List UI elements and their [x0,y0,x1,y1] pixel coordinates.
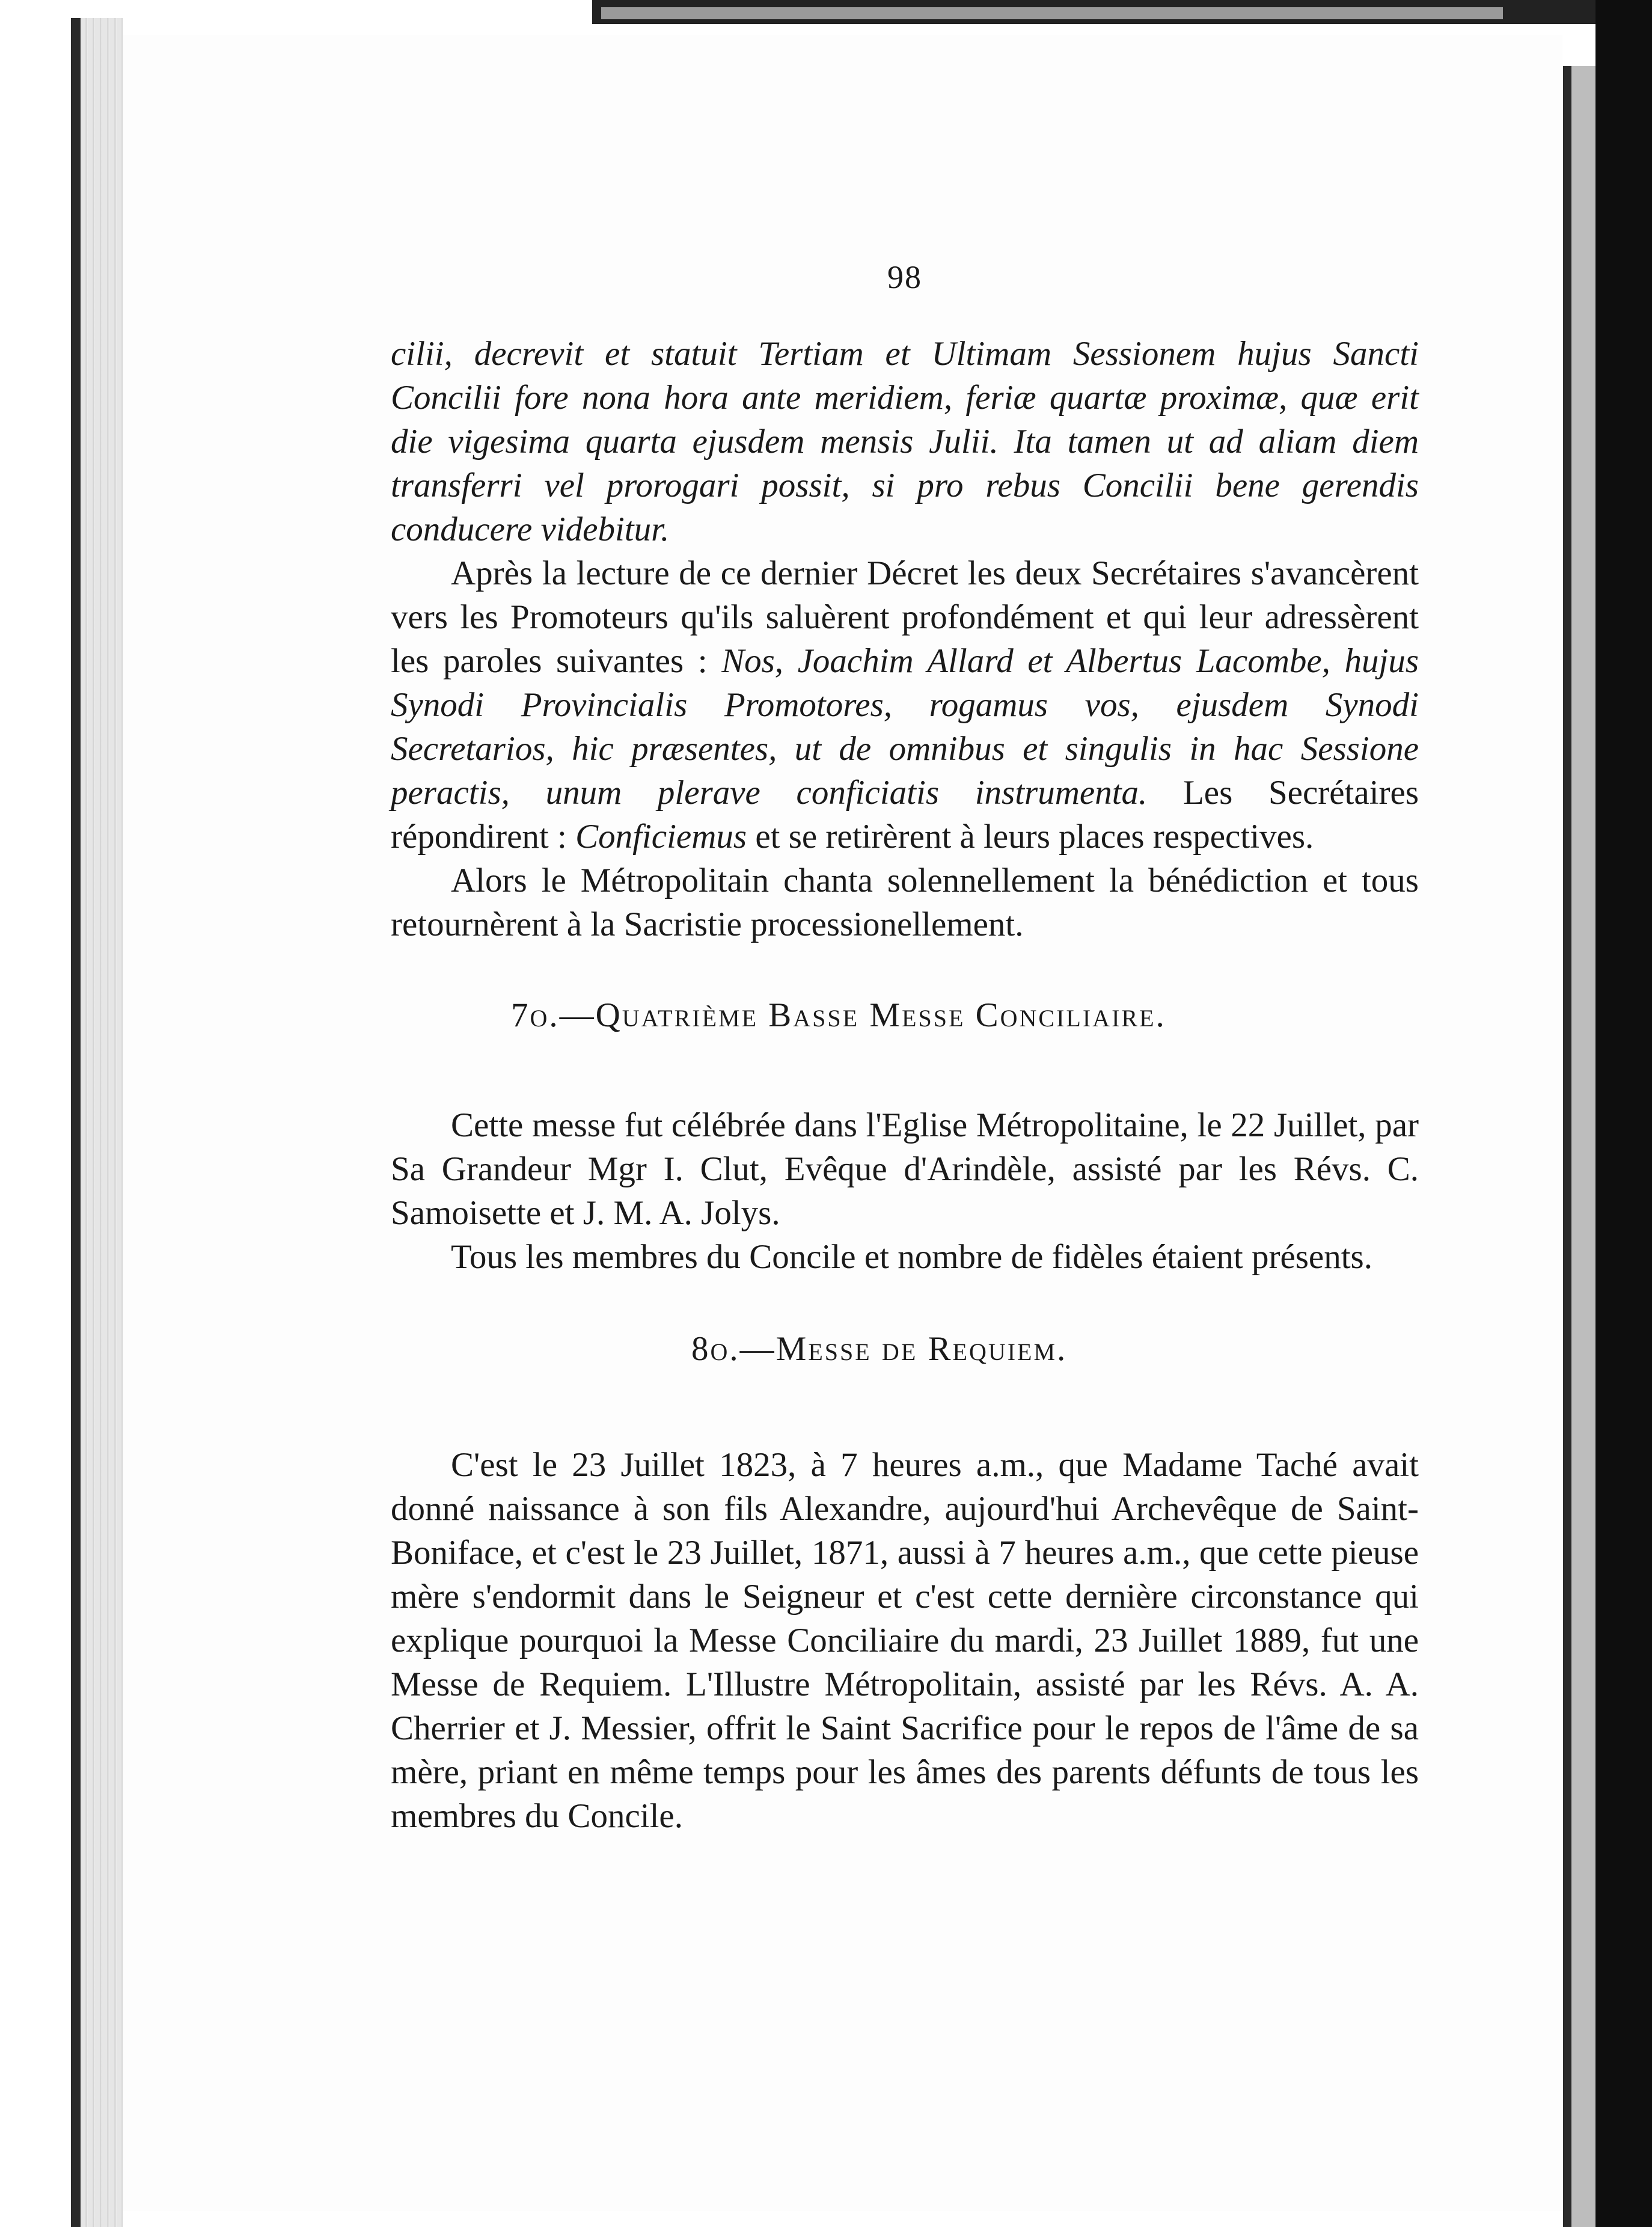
scan-border-left [71,18,81,2227]
page-number: 98 [887,259,922,295]
latin-decree-continuation: cilii, decrevit et statuit Tertiam et Ultimam Sessionem hujus Sancti Concilii fore nona hora ante meridiem, feriæ quartæ proximæ, quæ erit die vigesima quarta ejusdem mensis Julii. Ita tamen ut ad aliam diem transferri vel prorogari possit, si pro rebus Concilii bene gerendis conducere videbitur. [391,335,1419,548]
page-content [391,259,1419,1838]
paragraph-requiem: C'est le 23 Juillet 1823, à 7 heures a.m., que Madame Taché avait donné naissance à son fils Alexandre, aujourd'hui Archevêque de Saint-Boniface, et c'est le 23 Juillet, 1871, aussi à 7 heures a.m., que cette pieuse mère s'endormit dans le Seigneur et c'est cette dernière circonstance qui explique pourquoi la Messe Conciliaire du mardi, 23 Juillet 1889, fut une Messe de Requiem. L'Illustre Métropolitain, assisté par les Révs. A. A. Cherrier et J. Messier, offrit le Saint Sacrifice pour le repos de l'âme de sa mère, priant en même temps pour les âmes des parents défunts de tous les membres du Concile. [391,1446,1419,1835]
paragraph-secretaries-mid: Les Secrétaires répondirent : [391,774,1419,856]
paragraph-benediction: Alors le Métropolitain chanta solennellement la bénédiction et tous retournèrent à la Sacristie processionellement. [391,862,1419,943]
page-stack-edges [81,18,123,2227]
scan-border-top-grey [601,7,1503,19]
scan-background-right [1595,0,1652,2227]
promoters-latin-request: Nos, Joachim Allard et Albertus Lacombe, hujus Synodi Provincialis Promotores, rogamus vos, ejusdem Synodi Secretarios, hic præsentes, ut de omnibus et singulis in hac Sessione peractis, unum plerave conficiatis instrumenta. [391,642,1419,812]
paragraph-secretaries [391,551,1419,859]
scan-border-right-grey [1571,66,1595,2227]
paragraph-membres-presents: Tous les membres du Concile et nombre de fidèles étaient présents. [451,1238,1372,1276]
paragraph-secretaries-lead: Après la lecture de ce dernier Décret les deux Secrétaires s'avancèrent vers les Promoteurs qu'ils saluèrent profondément et qui leur adressèrent les paroles suivantes : [391,554,1419,680]
section-heading-messe-requiem: 8o.—Messe de Requiem. [691,1330,1068,1368]
paragraph-secretaries-end: et se retirèrent à leurs places respectives. [747,818,1314,856]
section-heading-quatrieme-messe: 7o.—Quatrième Basse Messe Conciliaire. [511,996,1166,1034]
secretaries-reply: Conficiemus [575,818,747,856]
paragraph-messe-celebration: Cette messe fut célébrée dans l'Eglise Métropolitaine, le 22 Juillet, par Sa Grandeur Mgr I. Clut, Evêque d'Arindèle, assisté par les Révs. C. Samoisette et J. M. A. Jolys. [391,1106,1419,1232]
scan-border-right [1563,66,1571,2227]
